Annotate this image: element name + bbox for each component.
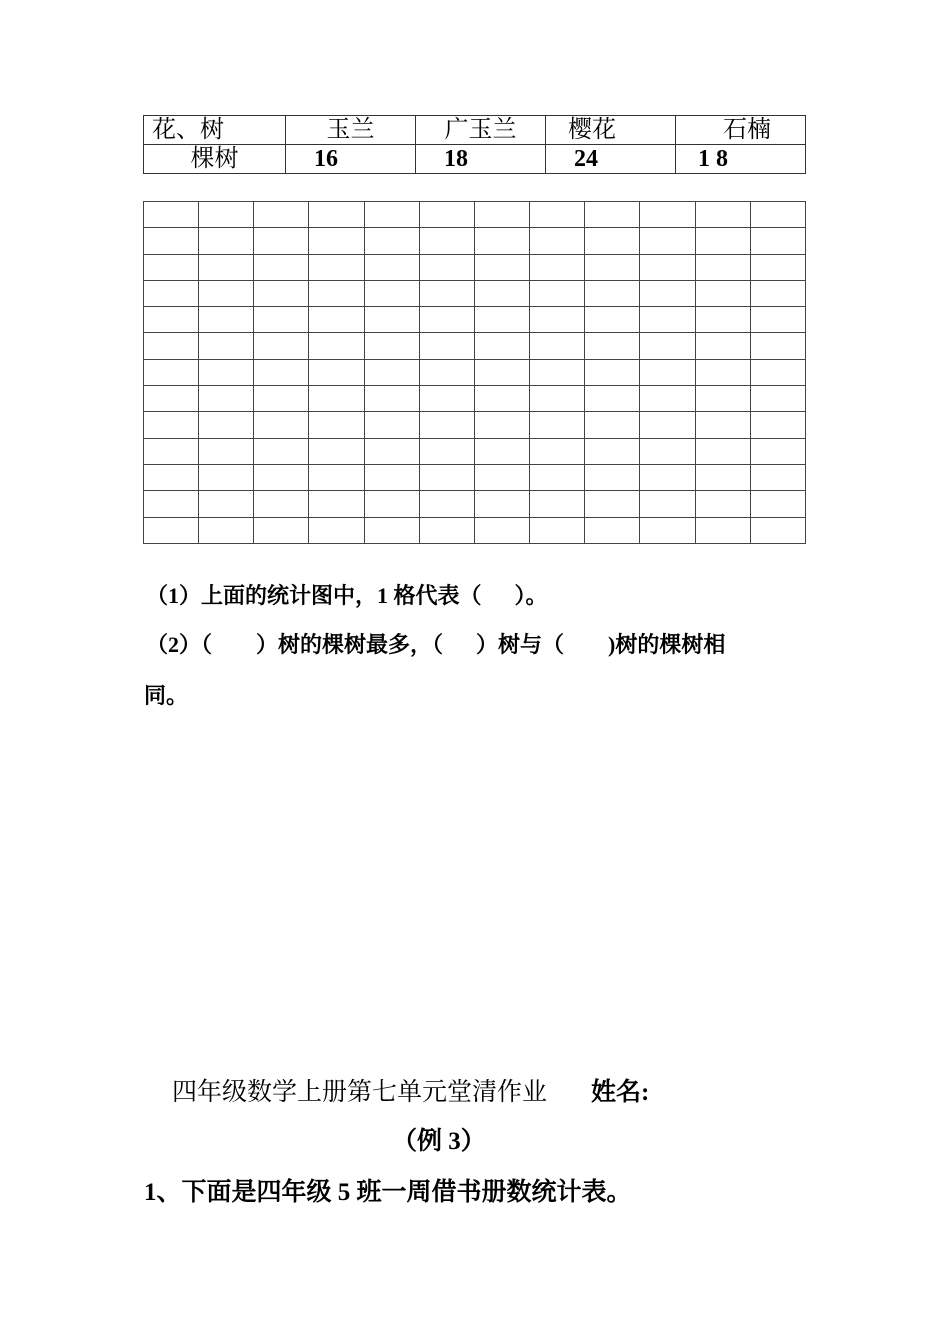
grid-cell [419,412,474,438]
grid-cell [585,254,640,280]
blank-chart-grid [143,201,806,544]
grid-cell [254,438,309,464]
grid-cell [309,386,364,412]
grid-cell [640,359,695,385]
grid-cell [585,228,640,254]
grid-cell [309,491,364,517]
grid-cell [309,254,364,280]
grid-cell [419,228,474,254]
grid-cell [364,228,419,254]
grid-cell [750,333,805,359]
grid-cell [419,386,474,412]
grid-cell [640,333,695,359]
grid-row [144,438,806,464]
question-1: （1）上面的统计图中，1 格代表（ ）。 [146,583,548,608]
grid-cell [199,491,254,517]
grid-cell [254,333,309,359]
grid-cell [474,517,529,543]
grid-cell [585,307,640,333]
grid-cell [364,464,419,490]
grid-cell [585,333,640,359]
count-cell-yulan: 16 [286,145,416,174]
problem-1: 1、下面是四年级 5 班一周借书册数统计表。 [144,1179,632,1206]
grid-cell [364,491,419,517]
grid-row [144,517,806,543]
grid-cell [695,202,750,228]
grid-cell [474,491,529,517]
grid-cell [585,202,640,228]
grid-cell [144,254,199,280]
grid-cell [144,359,199,385]
grid-cell [750,280,805,306]
grid-cell [474,202,529,228]
grid-cell [309,228,364,254]
grid-cell [530,438,585,464]
grid-cell [750,228,805,254]
grid-cell [474,280,529,306]
grid-cell [750,359,805,385]
grid-cell [530,202,585,228]
grid-cell [640,307,695,333]
grid-cell [695,254,750,280]
grid-row [144,254,806,280]
grid-cell [309,438,364,464]
grid-cell [309,412,364,438]
grid-row [144,491,806,517]
row-label-cell: 棵树 [144,145,286,174]
grid-row [144,228,806,254]
grid-cell [640,517,695,543]
grid-cell [750,438,805,464]
grid-cell [254,464,309,490]
grid-cell [585,280,640,306]
count-cell-guangyulan: 18 [416,145,546,174]
grid-cell [640,412,695,438]
grid-cell [695,412,750,438]
grid-row [144,359,806,385]
grid-cell [474,333,529,359]
grid-cell [750,517,805,543]
grid-cell [474,254,529,280]
grid-cell [364,333,419,359]
grid-cell [474,464,529,490]
header-label-cell: 花、树 [144,116,286,145]
grid-cell [254,491,309,517]
table-header-row [144,116,806,145]
grid-cell [199,307,254,333]
grid-cell [144,202,199,228]
grid-cell [640,202,695,228]
grid-cell [530,228,585,254]
grid-cell [364,386,419,412]
grid-cell [695,517,750,543]
grid-cell [144,464,199,490]
grid-row [144,280,806,306]
grid-cell [695,438,750,464]
grid-cell [695,280,750,306]
grid-cell [254,254,309,280]
header-cell-guangyulan: 广玉兰 [416,116,546,145]
grid-cell [695,333,750,359]
grid-cell [474,438,529,464]
example-subtitle: （例 3） [392,1128,486,1155]
grid-cell [144,333,199,359]
grid-cell [144,386,199,412]
grid-cell [144,280,199,306]
grid-cell [364,202,419,228]
grid-cell [199,386,254,412]
grid-cell [640,464,695,490]
grid-cell [750,202,805,228]
grid-cell [695,464,750,490]
grid-cell [419,359,474,385]
grid-cell [309,464,364,490]
grid-cell [530,412,585,438]
grid-row [144,333,806,359]
grid-cell [309,359,364,385]
grid-cell [199,254,254,280]
grid-cell [199,280,254,306]
grid-cell [585,412,640,438]
grid-cell [309,280,364,306]
grid-row [144,412,806,438]
grid-cell [530,517,585,543]
grid-cell [309,307,364,333]
grid-cell [419,280,474,306]
header-cell-yinghua: 樱花 [546,116,676,145]
grid-cell [530,254,585,280]
grid-cell [474,228,529,254]
grid-cell [364,254,419,280]
grid-cell [199,359,254,385]
header-cell-shinan: 石楠 [676,116,806,145]
grid-cell [695,359,750,385]
count-cell-shinan: 1 8 [676,145,806,174]
header-cell-yulan: 玉兰 [286,116,416,145]
grid-cell [695,307,750,333]
grid-cell [530,280,585,306]
grid-cell [309,517,364,543]
grid-cell [530,491,585,517]
grid-cell [695,228,750,254]
grid-cell [750,412,805,438]
grid-cell [144,517,199,543]
grid-cell [695,491,750,517]
grid-cell [254,359,309,385]
grid-cell [750,491,805,517]
grid-cell [585,517,640,543]
grid-row [144,464,806,490]
grid-cell [199,202,254,228]
grid-cell [364,280,419,306]
grid-cell [419,491,474,517]
question-2-line-1: （2）（ ）树的棵树最多，（ ）树与（ )树的棵树相 [146,632,726,657]
grid-cell [364,412,419,438]
grid-cell [750,386,805,412]
grid-cell [640,228,695,254]
worksheet-title: 四年级数学上册第七单元堂清作业 [172,1079,548,1106]
grid-cell [144,307,199,333]
grid-cell [254,228,309,254]
grid-cell [695,386,750,412]
grid-cell [640,386,695,412]
grid-cell [585,359,640,385]
grid-row [144,307,806,333]
grid-cell [419,438,474,464]
name-label: 姓名: [591,1079,650,1106]
grid-cell [530,386,585,412]
grid-cell [254,280,309,306]
grid-cell [474,412,529,438]
table-count-row [144,145,806,174]
grid-cell [474,386,529,412]
grid-cell [254,517,309,543]
grid-cell [585,386,640,412]
grid-cell [474,359,529,385]
grid-cell [419,517,474,543]
grid-cell [199,517,254,543]
grid-cell [254,412,309,438]
grid-row [144,202,806,228]
grid-cell [750,307,805,333]
grid-cell [585,464,640,490]
flower-tree-count-table [143,115,806,174]
grid-cell [364,517,419,543]
grid-cell [364,438,419,464]
grid-cell [530,307,585,333]
question-2-line-2: 同。 [144,683,189,708]
grid-cell [530,464,585,490]
grid-cell [419,307,474,333]
grid-row [144,386,806,412]
grid-cell [530,333,585,359]
grid-cell [254,202,309,228]
grid-cell [144,438,199,464]
grid-cell [640,438,695,464]
grid-cell [419,202,474,228]
count-cell-yinghua: 24 [546,145,676,174]
grid-cell [309,202,364,228]
grid-cell [144,491,199,517]
grid-cell [364,359,419,385]
grid-cell [254,386,309,412]
grid-cell [419,254,474,280]
grid-cell [640,280,695,306]
grid-cell [309,333,364,359]
grid-cell [530,359,585,385]
grid-cell [585,491,640,517]
grid-cell [750,464,805,490]
grid-cell [254,307,309,333]
grid-cell [144,228,199,254]
grid-cell [364,307,419,333]
grid-cell [199,464,254,490]
grid-cell [640,254,695,280]
grid-cell [199,333,254,359]
grid-cell [585,438,640,464]
grid-cell [199,228,254,254]
grid-cell [199,412,254,438]
grid-cell [144,412,199,438]
grid-cell [199,438,254,464]
grid-cell [750,254,805,280]
grid-cell [419,464,474,490]
grid-cell [419,333,474,359]
grid-cell [640,491,695,517]
grid-cell [474,307,529,333]
